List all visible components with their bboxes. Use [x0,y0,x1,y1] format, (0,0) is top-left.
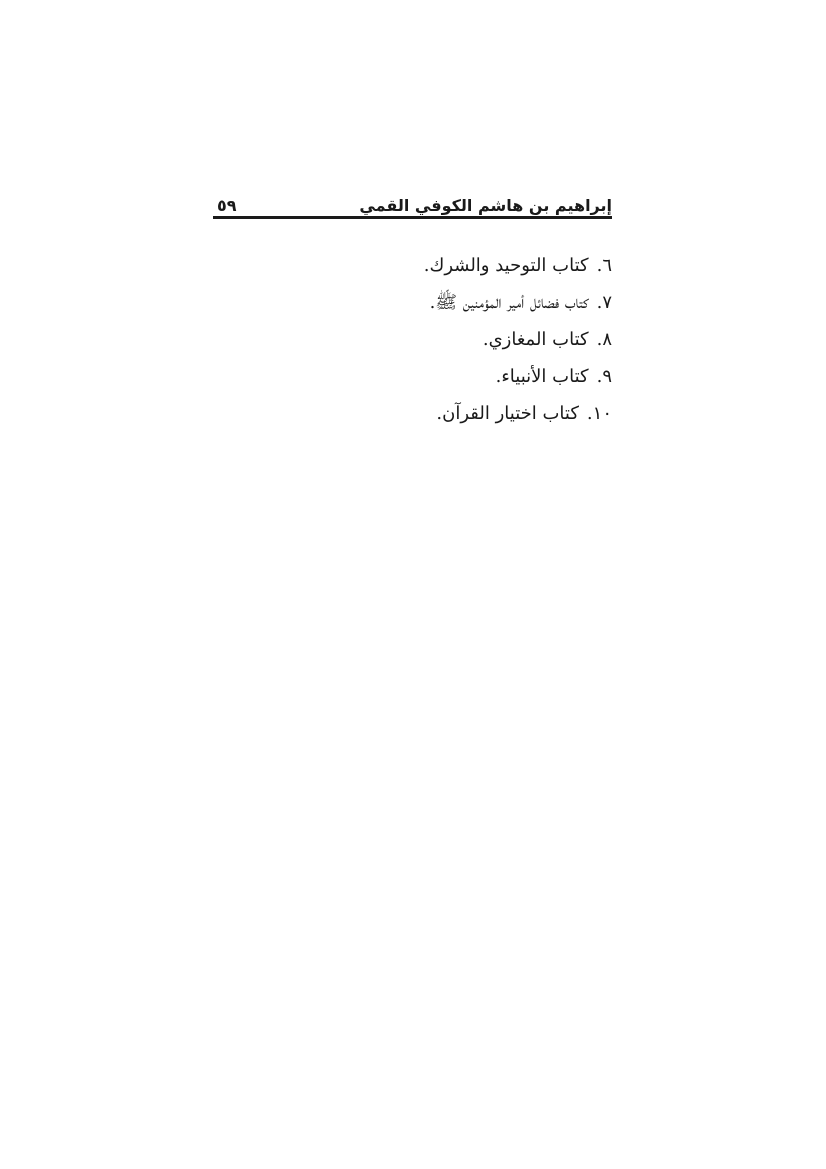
list-item [212,284,612,321]
item-text: كتاب الأنبياء. [495,366,589,387]
header-rule [213,216,612,219]
item-number: ١٠. [586,403,612,424]
page-header [213,190,612,220]
running-header-title: إبراهيم بن هاشم الكوفي القمي [359,196,612,215]
item-number: ٩. [596,366,612,387]
item-text: كتاب التوحيد والشرك. [423,255,589,276]
item-number: ٧. [596,292,612,313]
item-text: كتاب فضائل أمير المؤمنين ﷺ. [429,292,589,313]
book-list [212,247,612,432]
list-item [212,321,612,358]
item-number: ٦. [596,255,612,276]
list-item [212,247,612,284]
list-item [212,395,612,432]
item-number: ٨. [596,329,612,350]
item-text: كتاب المغازي. [482,329,589,350]
page-number: ٥٩ [217,196,237,215]
list-item [212,358,612,395]
item-text: كتاب اختيار القرآن. [436,403,579,424]
